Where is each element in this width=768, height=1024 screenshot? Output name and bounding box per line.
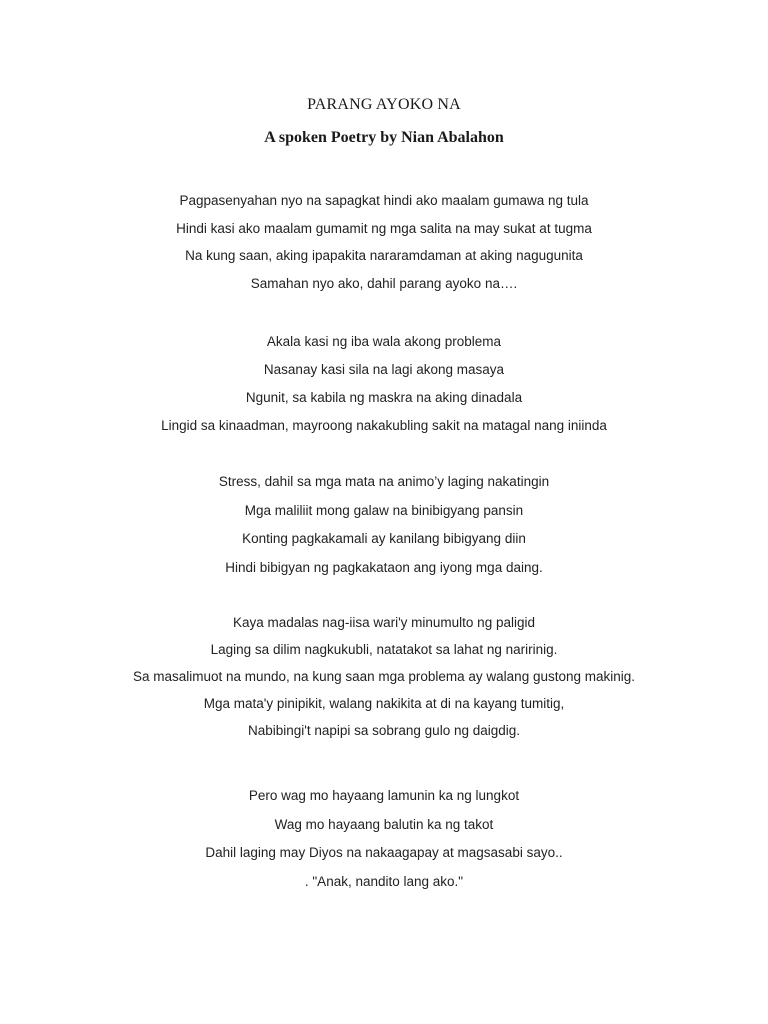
poem-line: Konting pagkakamali ay kanilang bibigyang diin: [242, 531, 526, 546]
poem-line: Hindi bibigyan ng pagkakataon ang iyong mga daing.: [225, 559, 543, 575]
poem-line: Pero wag mo hayaang lamunin ka ng lungkot: [248, 788, 520, 803]
stanza-4: [0, 609, 768, 744]
poem-line: Lingid sa kinaadman, mayroong nakakubling sakit na matagal nang iniinda: [161, 418, 607, 433]
poem-line: . "Anak, nandito lang ako.": [304, 873, 464, 889]
poem-line: Mga maliliit mong galaw na binibigyang pansin: [244, 502, 524, 518]
poem-line: Dahil laging may Diyos na nakaagapay at magsasabi sayo..: [205, 845, 563, 860]
stanza-2: [0, 328, 768, 440]
poem-line: Akala kasi ng iba wala akong problema: [266, 334, 502, 349]
poem-line: Pagpasenyahan nyo na sapagkat hindi ako maalam gumawa ng tula: [179, 193, 589, 208]
poem-subtitle: A spoken Poetry by Nian Abalahon: [264, 129, 504, 146]
poem-line: Laging sa dilim nagkukubli, natatakot sa lahat ng naririnig.: [210, 642, 558, 657]
poem-line: Mga mata'y pinipikit, walang nakikita at di na kayang tumitig,: [203, 696, 565, 711]
poem-title: PARANG AYOKO NA: [307, 96, 461, 113]
poem-line: Nabibingi't napipi sa sobrang gulo ng daigdig.: [247, 723, 521, 738]
poem-line: Samahan nyo ako, dahil parang ayoko na….: [250, 276, 518, 292]
poem-line: Sa masalimuot na mundo, na kung saan mga problema ay walang gustong makinig.: [132, 669, 636, 684]
stanza-5: [0, 782, 768, 896]
poem-line: Ngunit, sa kabila ng maskra na aking dinadala: [245, 390, 523, 405]
poem-line: Hindi kasi ako maalam gumamit ng mga salita na may sukat at tugma: [176, 220, 592, 236]
stanza-3: [0, 468, 768, 582]
poem-line: Nasanay kasi sila na lagi akong masaya: [263, 362, 505, 377]
poem-line: Stress, dahil sa mga mata na animo’y laging nakatingin: [218, 474, 550, 489]
stanza-1: [0, 187, 768, 298]
poem-line: Kaya madalas nag-iisa wari'y minumulto ng paligid: [233, 615, 535, 630]
poem-line: Na kung saan, aking ipapakita nararamdaman at aking nagugunita: [185, 248, 583, 264]
poem-line: Wag mo hayaang balutin ka ng takot: [274, 816, 494, 832]
